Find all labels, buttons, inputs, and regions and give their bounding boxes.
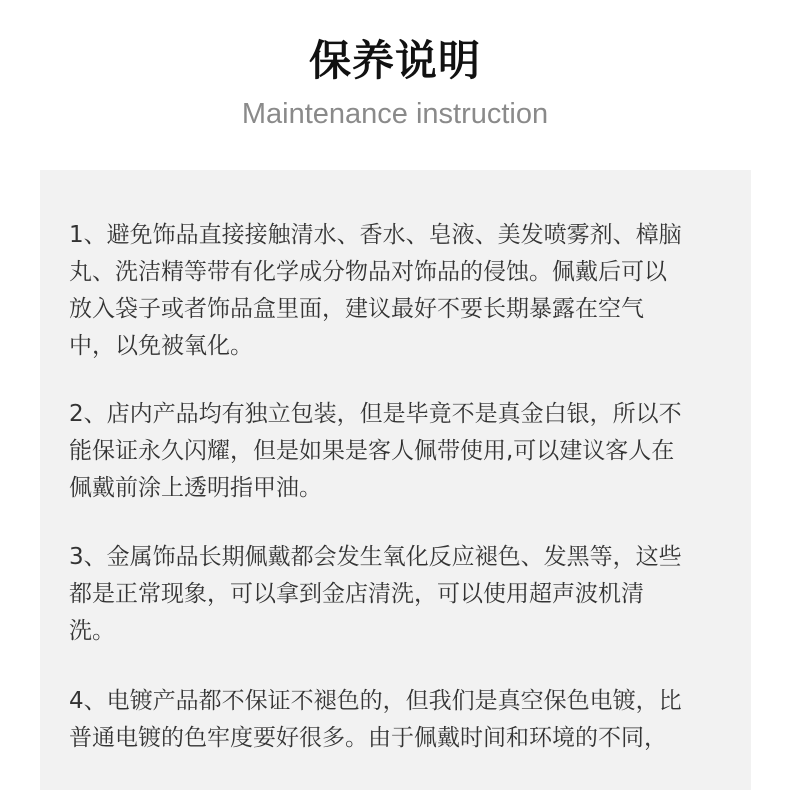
paragraph-line: 丸、洗洁精等带有化学成分物品对饰品的侵蚀。佩戴后可以 <box>69 259 667 285</box>
paragraph-line: 都是正常现象，可以拿到金店清洗，可以使用超声波机清 <box>69 581 644 607</box>
instruction-paragraph-3 <box>69 539 719 650</box>
paragraph-line: 4、电镀产品都不保证不褪色的，但我们是真空保色电镀，比 <box>69 688 682 714</box>
instruction-paragraph-2 <box>69 396 719 507</box>
page-subtitle: Maintenance instruction <box>241 98 549 130</box>
paragraph-line: 能保证永久闪耀，但是如果是客人佩带使用,可以建议客人在 <box>69 438 675 464</box>
paragraph-line: 中，以免被氧化。 <box>69 333 253 359</box>
instruction-paragraph-1 <box>69 217 719 365</box>
instruction-paragraph-4 <box>69 683 719 757</box>
paragraph-line: 3、金属饰品长期佩戴都会发生氧化反应褪色、发黑等，这些 <box>69 544 682 570</box>
paragraph-line: 佩戴前涂上透明指甲油。 <box>69 475 322 501</box>
instructions-panel <box>40 170 751 790</box>
header <box>0 0 790 170</box>
paragraph-line: 2、店内产品均有独立包装，但是毕竟不是真金白银，所以不 <box>69 401 682 427</box>
paragraph-line: 1、避免饰品直接接触清水、香水、皂液、美发喷雾剂、樟脑 <box>69 222 682 248</box>
paragraph-line: 普通电镀的色牢度要好很多。由于佩戴时间和环境的不同， <box>69 725 667 751</box>
paragraph-line: 洗。 <box>69 618 115 644</box>
paragraph-line: 放入袋子或者饰品盒里面，建议最好不要长期暴露在空气 <box>69 296 644 322</box>
page-title: 保养说明 <box>308 36 481 85</box>
